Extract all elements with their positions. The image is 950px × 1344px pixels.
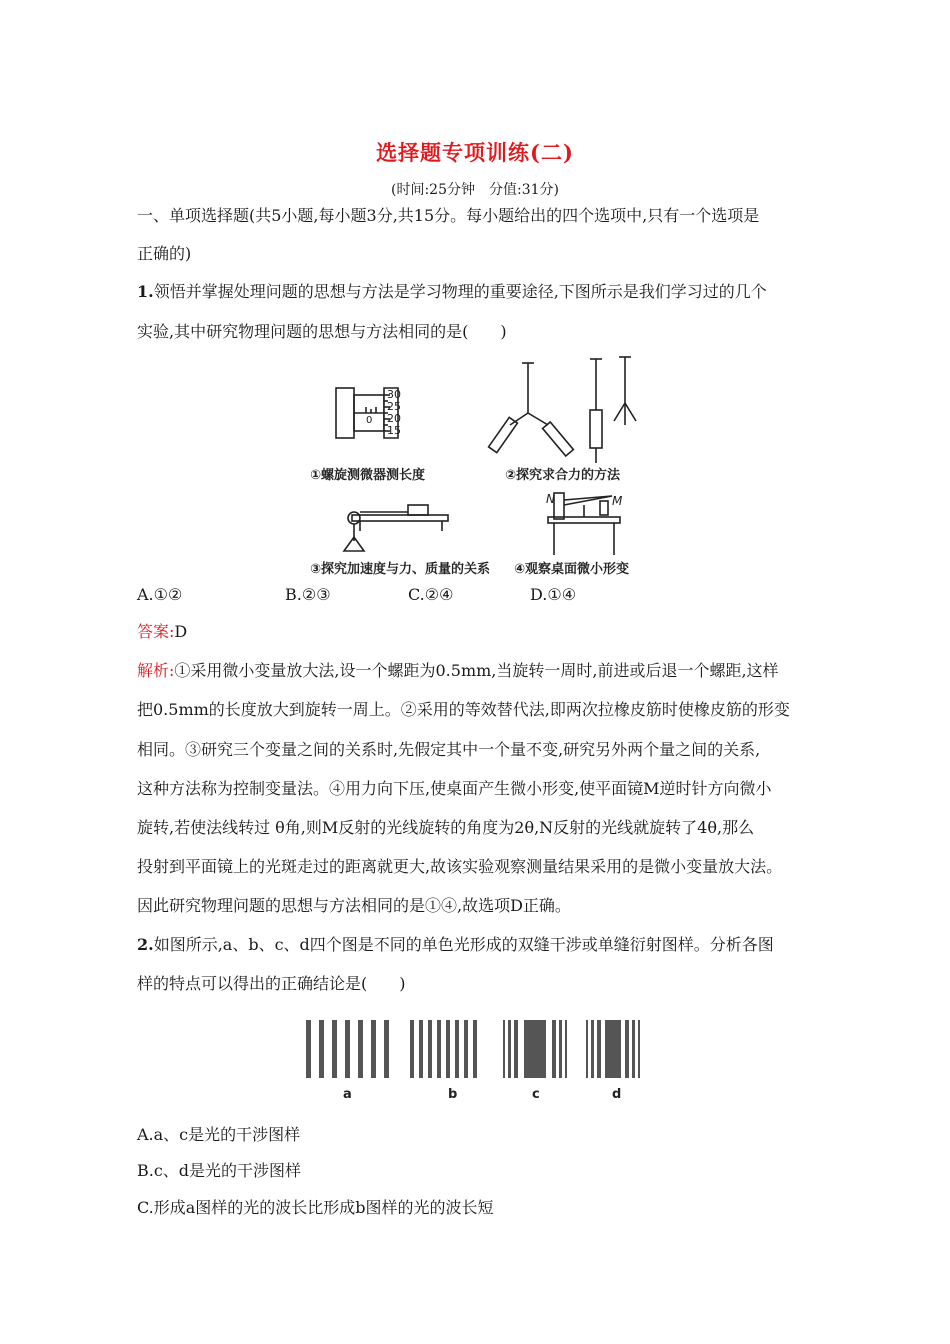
q1-answer	[137, 622, 187, 642]
page-title: 选择题专项训练(二)	[376, 140, 574, 165]
scale-label: 30	[387, 388, 401, 401]
section-heading-line1: 一、单项选择题(共5小题,每小题3分,共15分。每小题给出的四个选项中,只有一个选项是	[137, 206, 760, 225]
pattern-label: b	[448, 1087, 458, 1102]
scale-label: 20	[387, 412, 401, 425]
analysis-line: 旋转,若使法线转过 θ角,则M反射的光线旋转的角度为2θ,N反射的光线就旋转了4θ,那么	[137, 818, 755, 837]
analysis-line: 投射到平面镜上的光斑走过的距离就更大,故该实验观察测量结果采用的是微小变量放大法。	[137, 857, 783, 876]
q1-option-a[interactable]: A.①②	[137, 585, 183, 604]
q1-stem-line1	[137, 282, 767, 302]
q1-option-d[interactable]: D.①④	[530, 585, 577, 604]
pattern-label: c	[532, 1087, 540, 1102]
acceleration-experiment-drawing	[344, 505, 448, 551]
label-m: M	[612, 494, 623, 508]
caption-2: ②探究求合力的方法	[505, 468, 621, 483]
interference-patterns-figure	[300, 1018, 660, 1108]
caption-3: ③探究加速度与力、质量的关系	[310, 562, 491, 577]
q1-option-c[interactable]: C.②④	[408, 585, 454, 604]
answer-label: 答案:	[137, 622, 175, 641]
pattern-label: d	[612, 1087, 622, 1102]
answer-value: D	[174, 622, 188, 641]
desk-deformation-drawing	[548, 493, 620, 555]
q2-option-c[interactable]: C.形成a图样的光的波长比形成b图样的光的波长短	[137, 1198, 494, 1217]
scale-label: 15	[387, 424, 401, 437]
q1-number: 1.	[137, 282, 154, 301]
q2-option-a[interactable]: A.a、c是光的干涉图样	[137, 1125, 301, 1144]
q1-option-b[interactable]: B.②③	[285, 585, 331, 604]
analysis-line: 这种方法称为控制变量法。④用力向下压,使桌面产生微小形变,使平面镜M逆时针方向微小	[137, 779, 772, 798]
pattern-a	[306, 1020, 389, 1078]
q2-text-line1: 如图所示,a、b、c、d四个图是不同的单色光形成的双缝干涉或单缝衍射图样。分析各图	[153, 935, 774, 954]
page-subtitle: (时间:25分钟 分值:31分)	[391, 182, 559, 198]
q2-stem-line1	[137, 935, 774, 955]
q1-stem-line2: 实验,其中研究物理问题的思想与方法相同的是( )	[137, 322, 507, 341]
analysis-label: 解析:	[137, 661, 175, 680]
force-experiment-drawing	[489, 357, 636, 463]
analysis-line: 把0.5mm的长度放大到旋转一周上。②采用的等效替代法,即两次拉橡皮筋时使橡皮筋的形变	[137, 700, 790, 719]
analysis-text: ①采用微小变量放大法,设一个螺距为0.5mm,当旋转一周时,前进或后退一个螺距,这样	[174, 661, 779, 680]
q2-number: 2.	[137, 935, 154, 954]
analysis-line: 相同。③研究三个变量之间的关系时,先假定其中一个量不变,研究另外两个量之间的关系,	[137, 740, 761, 759]
pattern-label: a	[343, 1087, 352, 1102]
section-heading-line2: 正确的)	[137, 244, 192, 263]
q2-option-b[interactable]: B.c、d是光的干涉图样	[137, 1161, 302, 1180]
pattern-b	[410, 1020, 477, 1078]
label-n: N	[546, 492, 555, 506]
q1-text-line1: 领悟并掌握处理问题的思想与方法是学习物理的重要途径,下图所示是我们学习过的几个	[153, 282, 767, 301]
pattern-d	[586, 1020, 640, 1078]
q1-experiment-figure	[290, 355, 660, 585]
pattern-c	[503, 1020, 567, 1078]
caption-4: ④观察桌面微小形变	[514, 562, 630, 577]
caption-1: ①螺旋测微器测长度	[310, 468, 426, 483]
zero-label: 0	[366, 415, 373, 426]
analysis-line: 因此研究物理问题的思想与方法相同的是①④,故选项D正确。	[137, 896, 571, 915]
scale-label: 25	[387, 400, 401, 413]
q2-stem-line2: 样的特点可以得出的正确结论是( )	[137, 974, 406, 993]
analysis-line	[137, 661, 779, 681]
